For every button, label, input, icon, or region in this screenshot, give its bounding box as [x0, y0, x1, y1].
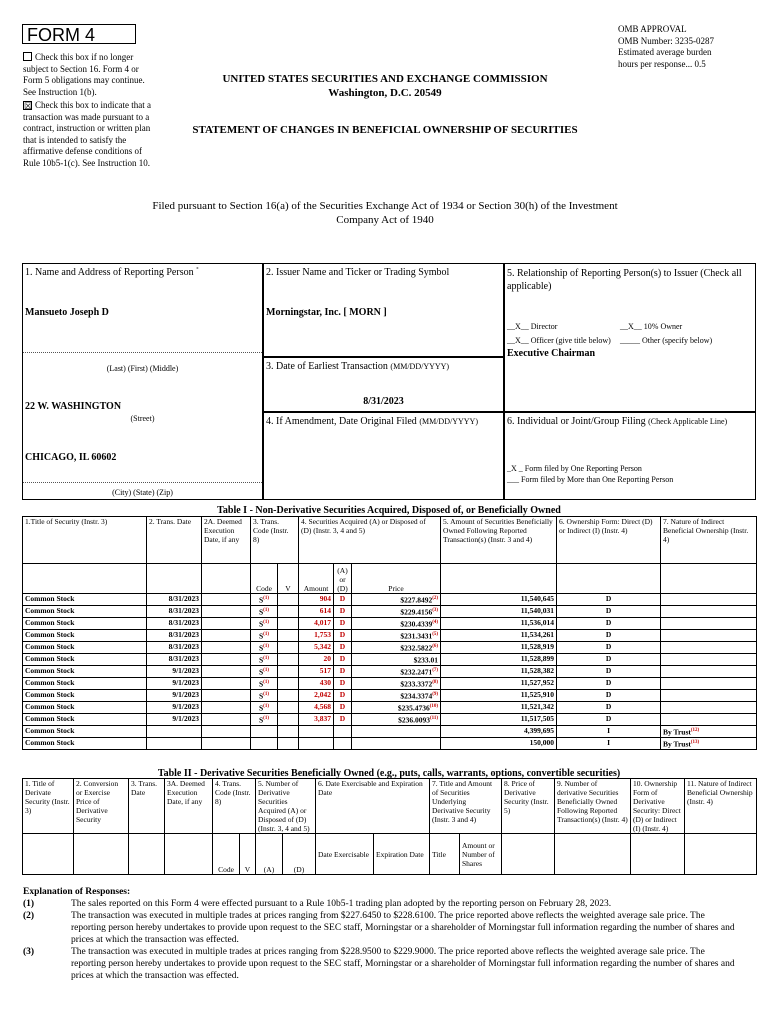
- price: $233.01: [352, 654, 441, 666]
- director-checkbox[interactable]: __X__ Director: [507, 322, 558, 331]
- t2-sub-code: Code: [213, 834, 240, 875]
- table-row: [23, 606, 757, 618]
- amount: 430: [299, 678, 334, 690]
- table-row: [23, 618, 757, 630]
- table-row: [23, 654, 757, 666]
- deemed-date: [202, 630, 251, 642]
- v-flag: [278, 714, 299, 726]
- price: $234.3374$^{(9)}$: [352, 690, 441, 702]
- transaction-date: 8/31/2023: [147, 630, 202, 642]
- t1-header-code: 3. Trans. Code (Instr. 8): [251, 517, 299, 564]
- section-5-label: 5. Relationship of Reporting Person(s) to Issuer (Check all applicable): [507, 268, 742, 292]
- section-6-box: [504, 412, 756, 500]
- t2-sub-title: Title: [430, 834, 460, 875]
- amount: 517: [299, 666, 334, 678]
- amount: 904: [299, 594, 334, 606]
- table-row: [23, 702, 757, 714]
- a-or-d: D: [334, 714, 352, 726]
- security-title: Common Stock: [23, 738, 147, 750]
- table-1: [22, 516, 757, 750]
- security-title: Common Stock: [23, 642, 147, 654]
- t2-header-price: 2. Conversion or Exercise Price of Derivative Security: [74, 779, 129, 834]
- ownership-form: D: [557, 654, 661, 666]
- v-flag: [278, 642, 299, 654]
- amount-owned: 11,528,382: [441, 666, 557, 678]
- a-or-d: D: [334, 654, 352, 666]
- section-2-label: 2. Issuer Name and Ticker or Trading Symbol: [266, 267, 450, 278]
- t1-sub-amount: Amount: [299, 564, 334, 594]
- officer-checkbox[interactable]: __X__ Officer (give title below): [507, 336, 611, 345]
- a-or-d: D: [334, 618, 352, 630]
- transaction-code: $S^{(1)}$: [251, 630, 278, 642]
- table-2: [22, 778, 757, 875]
- nature-of-ownership: [661, 654, 757, 666]
- t2-header-title: 1. Title of Derivate Security (Instr. 3): [23, 779, 74, 834]
- amount-owned: 11,527,952: [441, 678, 557, 690]
- security-title: Common Stock: [23, 690, 147, 702]
- table-1-title: Table I - Non-Derivative Securities Acquired, Disposed of, or Beneficially Owned: [217, 505, 561, 516]
- transaction-code: $S^{(1)}$: [251, 678, 278, 690]
- ownership-form: D: [557, 666, 661, 678]
- nature-of-ownership: [661, 630, 757, 642]
- a-or-d: D: [334, 666, 352, 678]
- nature-of-ownership: [661, 666, 757, 678]
- a-or-d: D: [334, 642, 352, 654]
- nature-of-ownership: [661, 618, 757, 630]
- amount-owned: 11,536,014: [441, 618, 557, 630]
- v-flag: [278, 666, 299, 678]
- a-or-d: D: [334, 690, 352, 702]
- t2-header-deriv-price: 8. Price of Derivative Security (Instr. 5): [502, 779, 555, 834]
- transaction-date: 8/31/2023: [147, 642, 202, 654]
- transaction-code: $S^{(1)}$: [251, 618, 278, 630]
- table-row: [23, 726, 757, 738]
- amount: 614: [299, 606, 334, 618]
- ownership-form: D: [557, 618, 661, 630]
- t1-sub-v: V: [278, 564, 299, 594]
- ownership-form: D: [557, 606, 661, 618]
- a-or-d: D: [334, 606, 352, 618]
- t2-sub-v: V: [240, 834, 256, 875]
- transaction-date: 8/31/2023: [147, 594, 202, 606]
- t2-sub-amount: Amount or Number of Shares: [460, 834, 502, 875]
- transaction-code: $S^{(1)}$: [251, 702, 278, 714]
- amount: 5,342: [299, 642, 334, 654]
- transaction-date: 9/1/2023: [147, 690, 202, 702]
- transaction-code: $S^{(1)}$: [251, 666, 278, 678]
- nature-of-ownership: [661, 714, 757, 726]
- officer-title: Executive Chairman: [507, 348, 596, 359]
- amount-owned: 11,540,031: [441, 606, 557, 618]
- check-note-2: ☒ Check this box to indicate that a transaction was made pursuant to a contract, instruction or written plan that is intended to satisfy the affirmative defense conditions of Rule 10b5-1(c). See Instruction 10.: [23, 100, 151, 168]
- price: $235.4736$^{(10)}$: [352, 702, 441, 714]
- amount-owned: 11,540,645: [441, 594, 557, 606]
- deemed-date: [202, 702, 251, 714]
- transaction-date: 8/31/2023: [147, 618, 202, 630]
- nature-of-ownership: By Trust$^{(12)}$: [661, 726, 757, 738]
- name-caption: (Last) (First) (Middle): [106, 364, 179, 373]
- amount: 20: [299, 654, 334, 666]
- t1-header-form: 6. Ownership Form: Direct (D) or Indirect (I) (Instr. 4): [557, 517, 661, 564]
- ownership-form: I: [557, 726, 661, 738]
- street-address: 22 W. WASHINGTON: [25, 401, 122, 412]
- table-row: [23, 678, 757, 690]
- deemed-date: [202, 726, 251, 738]
- t1-header-nature: 7. Nature of Indirect Beneficial Ownership (Instr. 4): [661, 517, 757, 564]
- deemed-date: [202, 714, 251, 726]
- transaction-code: [251, 726, 278, 738]
- amount-owned: 150,000: [441, 738, 557, 750]
- one-reporting-person-option[interactable]: _X _ Form filed by One Reporting Person: [507, 464, 642, 473]
- section-4-label: 4. If Amendment, Date Original Filed (MM/DD/YYYY): [266, 416, 478, 427]
- security-title: Common Stock: [23, 630, 147, 642]
- amount: 2,042: [299, 690, 334, 702]
- reporting-person-name: Mansueto Joseph D: [25, 307, 109, 318]
- amount: 4,568: [299, 702, 334, 714]
- amount: 3,837: [299, 714, 334, 726]
- section-3-box: [263, 357, 504, 412]
- transaction-date: 9/1/2023: [147, 702, 202, 714]
- section-2-box: [263, 263, 504, 357]
- t2-header-code: 4. Trans. Code (Instr. 8): [213, 779, 256, 834]
- table-row: [23, 594, 757, 606]
- ownership-form: D: [557, 702, 661, 714]
- t2-sub-exercisable: Date Exercisable: [316, 834, 374, 875]
- t1-header-acquired: 4. Securities Acquired (A) or Disposed of (D) (Instr. 3, 4 and 5): [299, 517, 441, 564]
- statement-title: STATEMENT OF CHANGES IN BENEFICIAL OWNERSHIP OF SECURITIES: [192, 124, 578, 136]
- transaction-code: $S^{(1)}$: [251, 690, 278, 702]
- t2-header-form: 10. Ownership Form of Derivative Security: Direct (D) or Indirect (I) (Instr. 4): [631, 779, 685, 834]
- transaction-code: $S^{(1)}$: [251, 714, 278, 726]
- city-state-zip: CHICAGO, IL 60602: [25, 452, 117, 463]
- t2-header-exercisable: 6. Date Exercisable and Expiration Date: [316, 779, 430, 834]
- t1-header-date: 2. Trans. Date: [147, 517, 202, 564]
- table-row: [23, 630, 757, 642]
- explanation-item: (1) The sales reported on this Form 4 were effected pursuant to a Rule 10b5-1 trading plan adopted by the reporting person on February 28, 2023.: [23, 899, 612, 909]
- security-title: Common Stock: [23, 678, 147, 690]
- security-title: Common Stock: [23, 714, 147, 726]
- section-1-box: [22, 263, 263, 500]
- security-title: Common Stock: [23, 726, 147, 738]
- transaction-date: 9/1/2023: [147, 714, 202, 726]
- price: [352, 726, 441, 738]
- t1-header-owned: 5. Amount of Securities Beneficially Owned Following Reported Transaction(s) (Instr. 3 and 4): [441, 517, 557, 564]
- deemed-date: [202, 594, 251, 606]
- transaction-code: [251, 738, 278, 750]
- deemed-date: [202, 690, 251, 702]
- nature-of-ownership: [661, 606, 757, 618]
- omb-approval: OMB APPROVAL OMB Number: 3235-0287 Estimated average burden hours per response... 0.5: [618, 24, 714, 69]
- transaction-date: 8/31/2023: [147, 606, 202, 618]
- v-flag: [278, 726, 299, 738]
- explanation-item: (3) The transaction was executed in multiple trades at prices ranging from $228.9500 to $229.9000. The price reported above reflects the weighted average sale price. The reporting person hereby undertakes to provide upon request to the SEC staff, Morningstar or a shareholder of Morningstar full information regarding the number of shares and prices at which the transaction was effected.: [23, 947, 735, 981]
- deemed-date: [202, 666, 251, 678]
- t2-sub-d: (D): [283, 834, 316, 875]
- amount: [299, 738, 334, 750]
- table-row: [23, 714, 757, 726]
- table-row: [23, 666, 757, 678]
- price: $232.2471$^{(7)}$: [352, 666, 441, 678]
- t1-sub-code: Code: [251, 564, 278, 594]
- nature-of-ownership: By Trust$^{(13)}$: [661, 738, 757, 750]
- v-flag: [278, 654, 299, 666]
- amount-owned: 11,528,899: [441, 654, 557, 666]
- nature-of-ownership: [661, 642, 757, 654]
- deemed-date: [202, 738, 251, 750]
- multiple-reporting-persons-option[interactable]: ___ Form filed by More than One Reporting Person: [507, 475, 674, 484]
- price: $236.0093$^{(11)}$: [352, 714, 441, 726]
- ten-percent-owner-checkbox[interactable]: __X__ 10% Owner: [620, 322, 683, 331]
- transaction-date: 9/1/2023: [147, 666, 202, 678]
- transaction-date: 9/1/2023: [147, 678, 202, 690]
- security-title: Common Stock: [23, 606, 147, 618]
- security-title: Common Stock: [23, 618, 147, 630]
- table-row: [23, 690, 757, 702]
- nature-of-ownership: [661, 594, 757, 606]
- nature-of-ownership: [661, 702, 757, 714]
- amount-owned: 11,528,919: [441, 642, 557, 654]
- deemed-date: [202, 678, 251, 690]
- table-row: [23, 642, 757, 654]
- check-box-1[interactable]: [23, 52, 32, 61]
- a-or-d: [334, 738, 352, 750]
- t2-header-nature: 11. Nature of Indirect Beneficial Ownership (Instr. 4): [685, 779, 757, 834]
- section-6-label: 6. Individual or Joint/Group Filing (Check Applicable Line): [507, 416, 728, 427]
- price: $227.8492$^{(2)}$: [352, 594, 441, 606]
- price: $232.5822$^{(6)}$: [352, 642, 441, 654]
- a-or-d: D: [334, 702, 352, 714]
- v-flag: [278, 594, 299, 606]
- transaction-code: $S^{(1)}$: [251, 606, 278, 618]
- deemed-date: [202, 606, 251, 618]
- v-flag: [278, 618, 299, 630]
- nature-of-ownership: [661, 690, 757, 702]
- v-flag: [278, 702, 299, 714]
- security-title: Common Stock: [23, 702, 147, 714]
- explanation-section: [23, 886, 738, 982]
- ownership-form: D: [557, 642, 661, 654]
- nature-of-ownership: [661, 678, 757, 690]
- v-flag: [278, 630, 299, 642]
- transaction-date: 8/31/2023: [147, 654, 202, 666]
- check-note-1: Check this box if no longer subject to Section 16. Form 4 or Form 5 obligations may continue. See Instruction 1(b).: [23, 52, 145, 97]
- v-flag: [278, 678, 299, 690]
- price: $233.3372$^{(8)}$: [352, 678, 441, 690]
- security-title: Common Stock: [23, 594, 147, 606]
- t2-header-owned: 9. Number of derivative Securities Beneficially Owned Following Reported Transaction(s) (Instr. 4): [555, 779, 631, 834]
- ownership-form: D: [557, 630, 661, 642]
- ownership-form: D: [557, 714, 661, 726]
- section-1-label: 1. Name and Address of Reporting Person *: [25, 267, 199, 278]
- section-5-box: [504, 263, 756, 412]
- t2-header-number: 5. Number of Derivative Securities Acquired (A) or Disposed of (D) (Instr. 3, 4 and 5): [256, 779, 316, 834]
- price: $230.4339$^{(4)}$: [352, 618, 441, 630]
- ownership-form: I: [557, 738, 661, 750]
- amount: 1,753: [299, 630, 334, 642]
- a-or-d: D: [334, 594, 352, 606]
- t2-header-deemed: 3A. Deemed Execution Date, if any: [165, 779, 213, 834]
- city-caption: (City) (State) (Zip): [112, 488, 173, 497]
- check-box-2[interactable]: ☒: [24, 101, 33, 111]
- a-or-d: D: [334, 630, 352, 642]
- transaction-date: [147, 738, 202, 750]
- ownership-form: D: [557, 690, 661, 702]
- amount: 4,017: [299, 618, 334, 630]
- agency-heading: UNITED STATES SECURITIES AND EXCHANGE COMMISSION Washington, D.C. 20549: [222, 73, 548, 99]
- t1-header-title: 1.Title of Security (Instr. 3): [23, 517, 147, 564]
- other-checkbox[interactable]: _____ Other (specify below): [620, 336, 713, 345]
- amount-owned: 11,517,505: [441, 714, 557, 726]
- a-or-d: D: [334, 678, 352, 690]
- section-4-box: [263, 412, 504, 500]
- filed-pursuant: Filed pursuant to Section 16(a) of the Securities Exchange Act of 1934 or Section 30(h) of the Investment Company Act of 1940: [152, 200, 618, 226]
- amount-owned: 11,521,342: [441, 702, 557, 714]
- t2-sub-expiration: Expiration Date: [374, 834, 430, 875]
- explanation-heading: Explanation of Responses:: [23, 887, 131, 897]
- deemed-date: [202, 654, 251, 666]
- t2-sub-a: (A): [256, 834, 283, 875]
- price: $231.3431$^{(5)}$: [352, 630, 441, 642]
- ownership-form: D: [557, 678, 661, 690]
- amount: [299, 726, 334, 738]
- t1-sub-a-or-d: (A) or (D): [334, 564, 352, 594]
- table-row: [23, 738, 757, 750]
- form-title: FORM 4: [22, 24, 136, 44]
- section-3-label: 3. Date of Earliest Transaction (MM/DD/YYYY): [266, 361, 450, 372]
- t2-header-underlying: 7. Title and Amount of Securities Underlying Derivative Security (Instr. 3 and 4): [430, 779, 502, 834]
- transaction-code: $S^{(1)}$: [251, 594, 278, 606]
- price: $229.4156$^{(3)}$: [352, 606, 441, 618]
- earliest-transaction-date: 8/31/2023: [363, 396, 404, 407]
- explanation-item: (2) The transaction was executed in multiple trades at prices ranging from $227.6450 to $228.6100. The price reported above reflects the weighted average sale price. The reporting person hereby undertakes to provide upon request to the SEC staff, Morningstar or a shareholder of Morningstar full information regarding the number of shares and prices at which the transaction was effected.: [23, 911, 735, 945]
- v-flag: [278, 738, 299, 750]
- transaction-code: $S^{(1)}$: [251, 642, 278, 654]
- transaction-date: [147, 726, 202, 738]
- security-title: Common Stock: [23, 654, 147, 666]
- transaction-code: $S^{(1)}$: [251, 654, 278, 666]
- street-caption: (Street): [130, 414, 155, 423]
- t2-header-date: 3. Trans. Date: [129, 779, 165, 834]
- deemed-date: [202, 642, 251, 654]
- price: [352, 738, 441, 750]
- t1-header-deemed: 2A. Deemed Execution Date, if any: [202, 517, 251, 564]
- t1-sub-price: Price: [352, 564, 441, 594]
- amount-owned: 11,534,261: [441, 630, 557, 642]
- a-or-d: [334, 726, 352, 738]
- table-2-title: Table II - Derivative Securities Beneficially Owned (e.g., puts, calls, warrants, options, convertible securities): [157, 768, 621, 779]
- deemed-date: [202, 618, 251, 630]
- issuer-name: Morningstar, Inc. [ MORN ]: [266, 307, 387, 318]
- security-title: Common Stock: [23, 666, 147, 678]
- ownership-form: D: [557, 594, 661, 606]
- amount-owned: 11,525,910: [441, 690, 557, 702]
- v-flag: [278, 606, 299, 618]
- v-flag: [278, 690, 299, 702]
- amount-owned: 4,399,695: [441, 726, 557, 738]
